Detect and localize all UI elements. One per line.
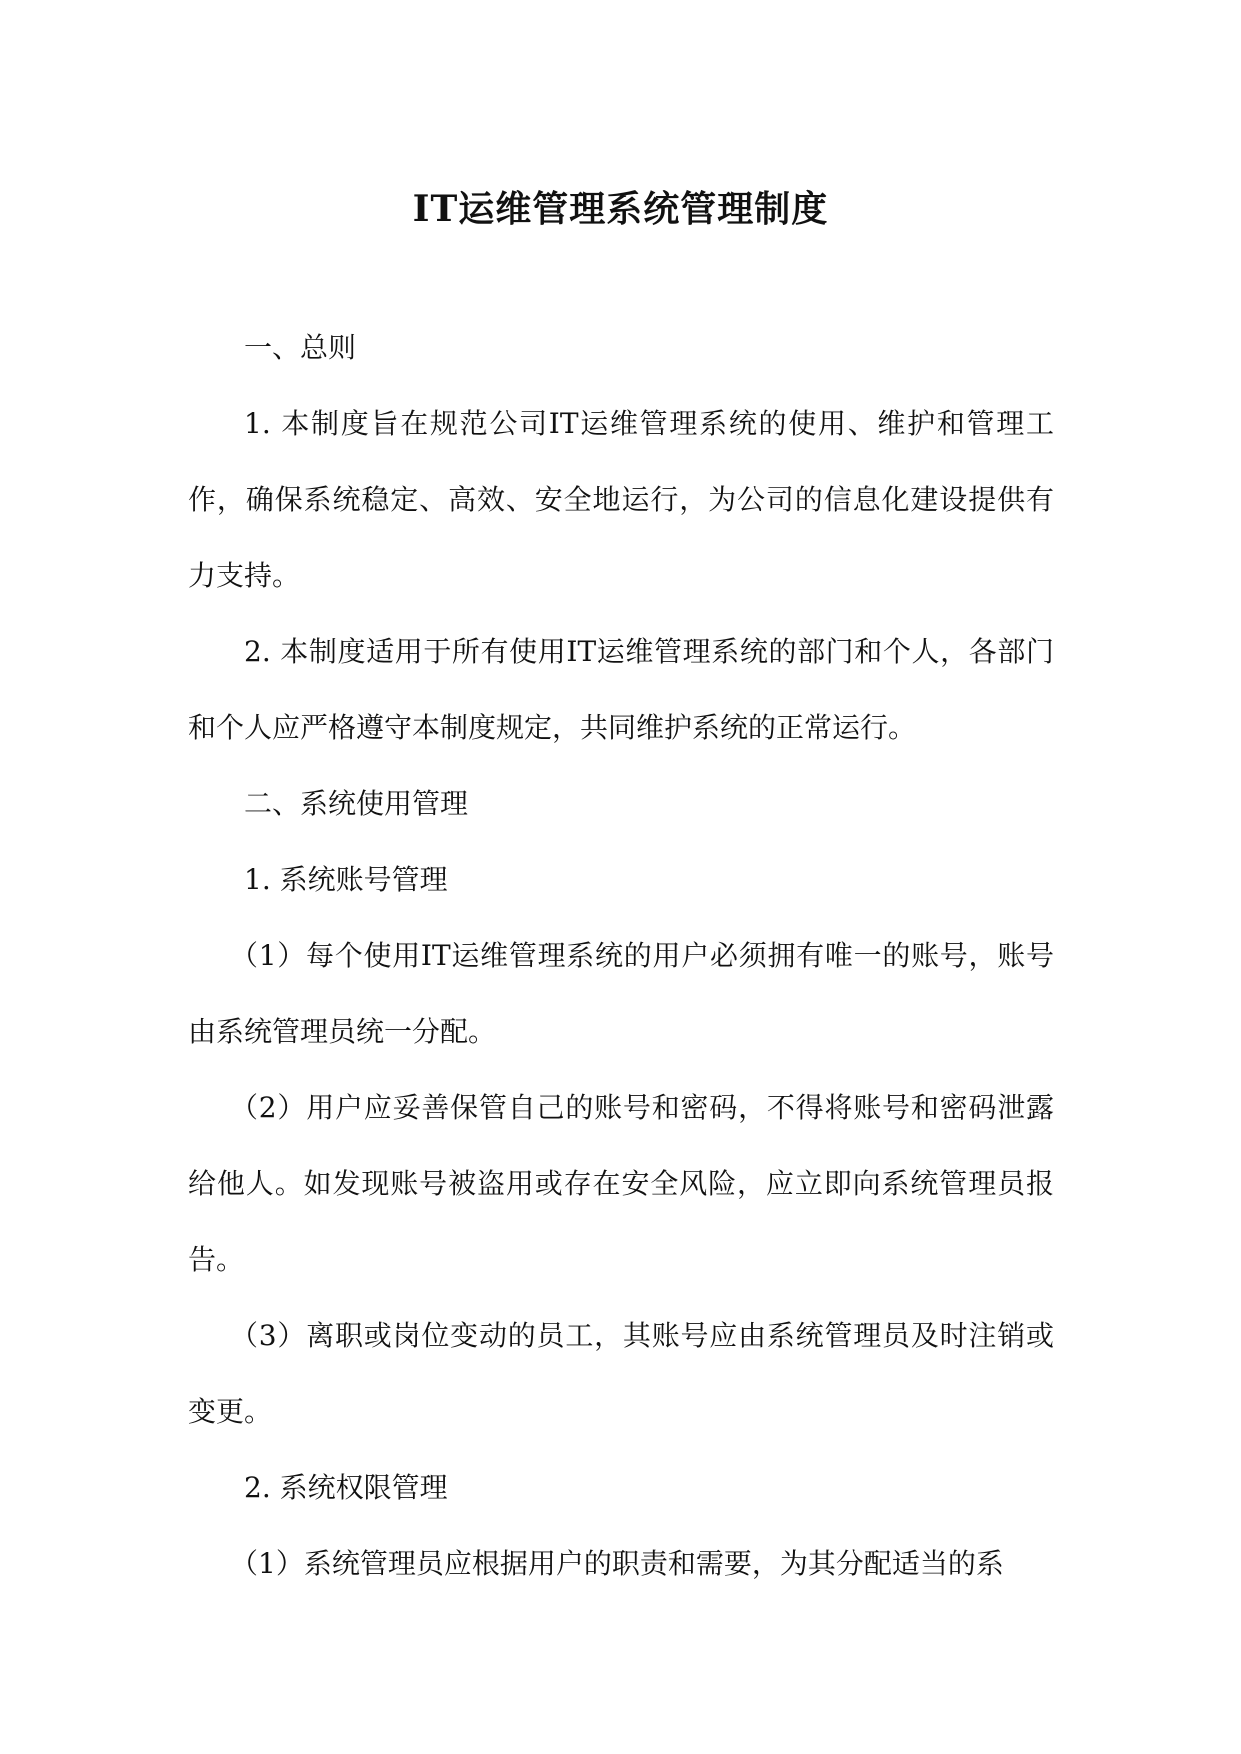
section-heading-system-usage: 二、系统使用管理 — [244, 787, 469, 820]
paragraph-account-2: （2）用户应妥善保管自己的账号和密码，不得将账号和密码泄露给他人。如发现账号被盗用或存在安全风险，应立即向系统管理员报告。 — [188, 1091, 1054, 1276]
document-body — [188, 310, 1054, 1602]
document-title: IT运维管理系统管理制度 — [412, 188, 829, 230]
paragraph-general-2: 2. 本制度适用于所有使用IT运维管理系统的部门和个人，各部门和个人应严格遵守本制度规定，共同维护系统的正常运行。 — [188, 635, 1054, 744]
paragraph-general-1: 1. 本制度旨在规范公司IT运维管理系统的使用、维护和管理工作，确保系统稳定、高效、安全地运行，为公司的信息化建设提供有力支持。 — [188, 407, 1054, 592]
section-heading-general: 一、总则 — [244, 331, 357, 364]
paragraph-account-1: （1）每个使用IT运维管理系统的用户必须拥有唯一的账号，账号由系统管理员统一分配。 — [188, 939, 1054, 1048]
paragraph-account-3: （3）离职或岗位变动的员工，其账号应由系统管理员及时注销或变更。 — [188, 1319, 1054, 1428]
paragraph-permission-1: （1）系统管理员应根据用户的职责和需要，为其分配适当的系 — [230, 1547, 1004, 1580]
subheading-permission-management: 2. 系统权限管理 — [244, 1471, 448, 1504]
subheading-account-management: 1. 系统账号管理 — [244, 863, 448, 896]
